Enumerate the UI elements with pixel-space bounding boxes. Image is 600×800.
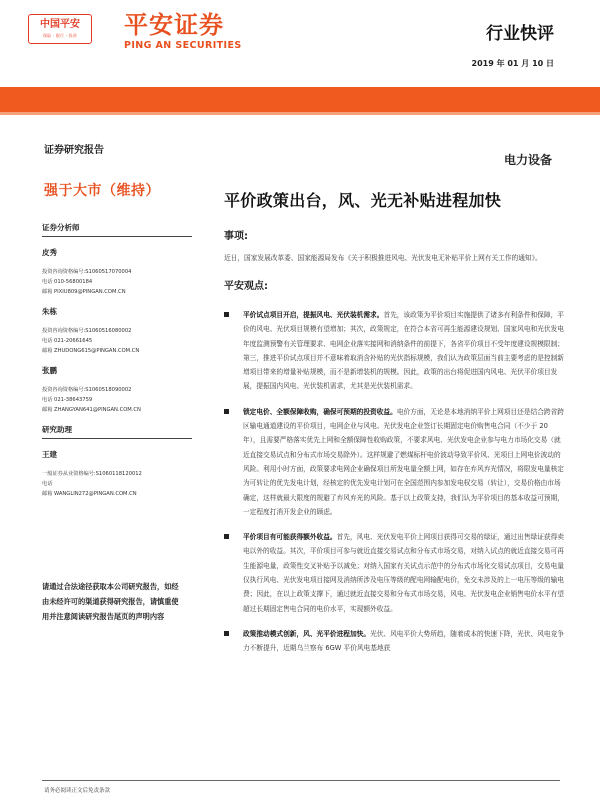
bullet-text: 电价方面，无论是本地消纳平价上网项目还是结合跨省跨区输电通道建设的平价项目，电网企业与风电、光伏发电企业签订长期固定电价购售电合同（不少于 20 年），且需要严格落实优先上网和全额保障性收购政策，不要求风电、光伏发电企业参与电力市场化交易（就近直接交易试点和分布式市场交易除外）。这样规避了燃煤标杆电价波动导致平价风、光项目上网电价波动的风险。利用小时方面，政策要求电网企业确保项目所发电量全额上网，如存在弃风弃光情况，将限发电量核定为可转让的优先发电计划，经核定的优先发电计划可在全国范围内参加发电权交易（转让），交易价格由市场确定，这样就最大限度的规避了弃风弃光的风险。基于以上政策支持，我们认为平价项目的基本收益可预期，一定程度打消开发企业的顾虑。 xyxy=(243,407,564,516)
analyst-cert: 投资咨询资格编号:S1060518090002 xyxy=(42,387,132,393)
footer-divider xyxy=(42,780,560,781)
logo-sub-text: 保险 · 银行 · 投资 xyxy=(42,33,78,38)
views-heading: 平安观点: xyxy=(224,281,268,292)
brand-name-cn: 平安证券 xyxy=(124,11,224,39)
analyst-card xyxy=(42,306,192,356)
list-item xyxy=(224,405,564,519)
analyst-card xyxy=(42,247,192,297)
analyst-email: 邮箱 ZHUDONG615@PINGAN.COM.CN xyxy=(42,348,140,354)
analyst-phone: 电话 021-20661645 xyxy=(42,338,93,344)
bullet-square-icon xyxy=(224,534,229,539)
research-assistant-title: 研究助理 xyxy=(42,424,192,439)
analyst-card xyxy=(42,365,192,415)
bullet-lead: 锁定电价、全额保障收购，确保可预期的投资收益。 xyxy=(243,407,397,416)
header-sub-band xyxy=(0,112,600,115)
analyst-email: 邮箱 ZHANGYAN641@PINGAN.COM.CN xyxy=(42,407,141,413)
sector-label: 电力设备 xyxy=(503,153,552,167)
analyst-name: 皮秀 xyxy=(42,248,57,257)
list-item xyxy=(224,627,564,656)
views-list xyxy=(224,308,564,667)
analysts-section-title: 证券分析师 xyxy=(42,222,192,237)
analyst-card xyxy=(42,449,192,499)
report-date: 2019 年 01 月 10 日 xyxy=(471,59,554,68)
bullet-lead: 政策推动模式创新，风、光平价进程加快。 xyxy=(243,629,371,638)
bullet-lead: 平价试点项目开启，提振风电、光伏装机需求。 xyxy=(243,311,384,319)
event-section xyxy=(224,227,564,302)
bullet-square-icon xyxy=(224,409,229,414)
report-title: 平价政策出台，风、光无补贴进程加快 xyxy=(224,191,502,210)
logo-main-text: 中国平安 xyxy=(40,19,80,30)
footer-disclaimer: 请务必阅读正文后免责条款 xyxy=(44,788,111,794)
list-item xyxy=(224,530,564,616)
bullet-square-icon xyxy=(224,312,229,317)
assistant-name: 王建 xyxy=(42,450,57,459)
brand-name-en: PING AN SECURITIES xyxy=(124,40,242,51)
assistant-cert: 一般证券从业资格编号:S1060118120012 xyxy=(42,471,142,477)
analyst-phone: 电话 010-56800184 xyxy=(42,279,93,285)
list-item xyxy=(224,308,564,394)
bullet-text: 光伏、风电平价大势所趋，随着成本的快速下降，光伏、风电竞争力不断提升，近期乌兰察布 6GW 平价风电基地获 xyxy=(243,629,564,653)
pingan-group-logo xyxy=(28,14,92,44)
bullet-lead: 平价项目有可能获得额外收益。 xyxy=(243,533,337,542)
report-type: 行业快评 xyxy=(486,24,554,44)
event-text: 近日，国家发展改革委、国家能源局发布《关于积极推进风电、光伏发电无补贴平价上网有关工作的通知》。 xyxy=(224,254,542,262)
event-heading: 事项: xyxy=(224,231,248,242)
left-disclaimer: 请通过合法途径获取本公司研究报告，如经由未经许可的渠道获得研究报告，请慎重使用并注意阅读研究报告尾页的声明内容 xyxy=(42,582,179,621)
analyst-cert: 投资咨询资格编号:S1060516080002 xyxy=(42,328,132,334)
bullet-square-icon xyxy=(224,631,229,636)
analyst-email: 邮箱 PIXIU809@PINGAN.COM.CN xyxy=(42,289,126,295)
analyst-name: 朱栋 xyxy=(42,307,57,316)
analyst-panel xyxy=(42,222,192,508)
rating: 强于大市（维持） xyxy=(44,183,160,199)
bullet-text: 首先，该政策为平价项目实施提供了诸多有利条件和保障，平价的风电、光伏项目规模有望增加；其次，政策规定，在符合本省可再生能源建设规划、国家风电和光伏发电年度监测预警有关管理要求、电网企业落实接网和消纳条件的前提下，各省平价项目不受年度建设规模限制；第三，推进平价试点项目并不意味着取消含补贴的光伏指标规模，我们认为政策层面当前主要考虑的是控制新增项目带来的增量补贴规模，而不是新增装机的规模。因此，政策的出台将促进国内风电、光伏平价项目发展，提振国内风电、光伏装机需求，尤其是光伏装机需求。 xyxy=(243,311,564,391)
assistant-phone: 电话 xyxy=(42,481,53,487)
bullet-text: 首先，风电、光伏发电平价上网项目获得可交易的绿证，通过出售绿证获得卖电以外的收益。其次，平价项目可参与就近直接交易试点和分布式市场交易，对纳入试点的就近直接交易可再生能源电量，政策性交叉补贴予以减免；对纳入国家有关试点示范中的分布式市场化交易试点项目，交易电量仅执行风电、光伏发电项目接网及消纳所涉及电压等级的配电网输配电价，免交未涉及的上一电压等级的输电费；因此，在以上政策支撑下，通过就近直接交易和分布式市场交易，风电、光伏发电企业销售电价水平有望超过长期固定售电合同的电价水平，实现额外收益。 xyxy=(243,533,564,613)
series-label: 证券研究报告 xyxy=(44,145,104,156)
research-assistant-block xyxy=(42,424,192,499)
assistant-email: 邮箱 WANGLIN272@PINGAN.COM.CN xyxy=(42,491,137,497)
analyst-name: 张鹏 xyxy=(42,366,57,375)
header-band xyxy=(0,87,600,112)
analyst-cert: 投资咨询资格编号:S1060517070004 xyxy=(42,269,132,275)
analyst-phone: 电话 021-38643759 xyxy=(42,397,93,403)
